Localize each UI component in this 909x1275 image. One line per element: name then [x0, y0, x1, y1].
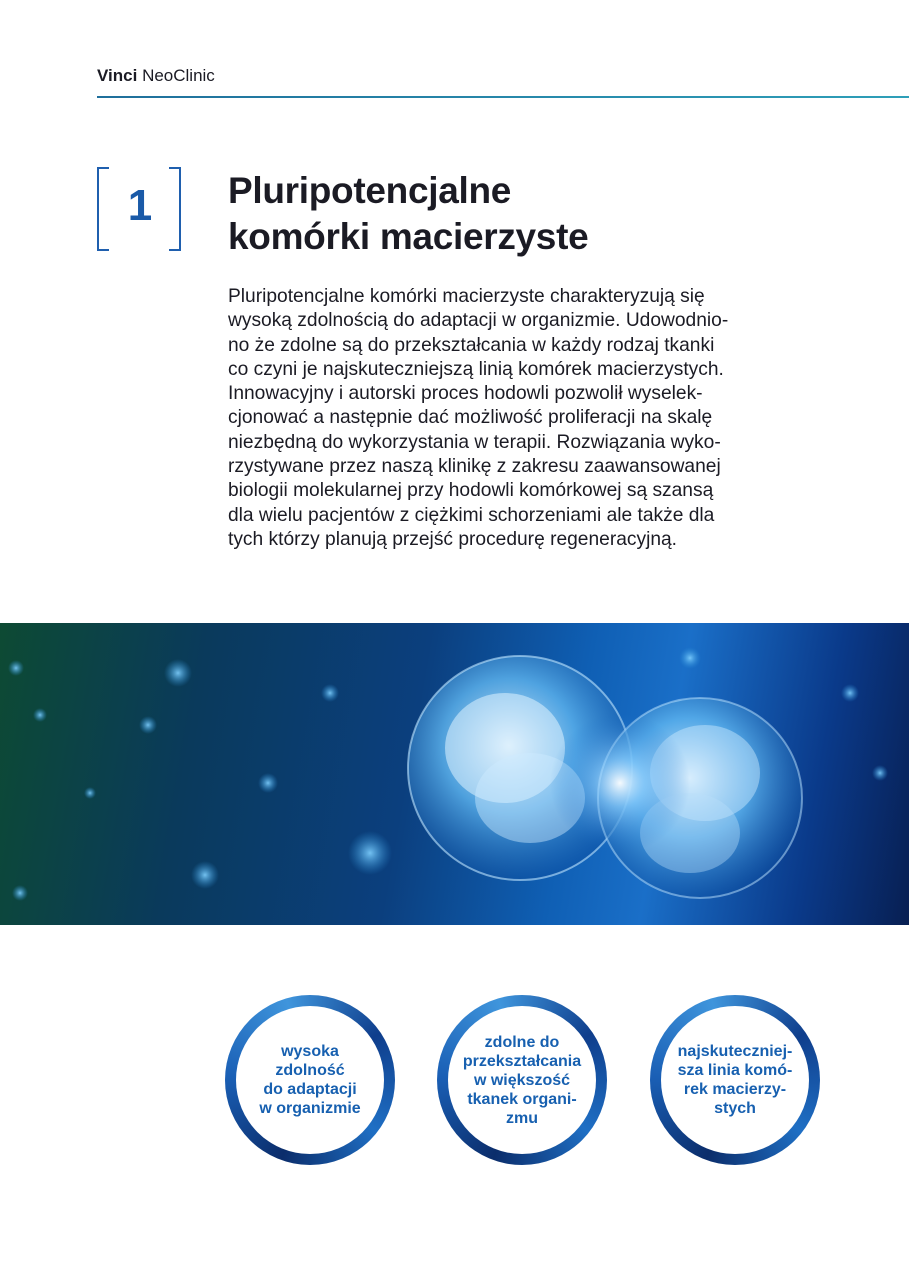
circle-inner [236, 1006, 384, 1154]
body-line: Pluripotencjalne komórki macierzyste charakteryzują się [228, 286, 705, 307]
body-line: dla wielu pacjentów z ciężkimi schorzeniami ale także dla [228, 504, 715, 526]
circle-line: zdolne do [484, 1033, 560, 1051]
body-line: niezbędną do wykorzystania w terapii. Rozwiązania wyko- [228, 431, 721, 453]
circle-line: tkanek organi- [467, 1090, 577, 1108]
circle-label [678, 1042, 793, 1118]
circle-line: wysoka [281, 1043, 339, 1060]
circle-line: zdolność [275, 1062, 345, 1079]
circle-line: w organizmie [259, 1100, 361, 1117]
title-line-2: komórki macierzyste [228, 216, 589, 257]
brand-name: Vinci [97, 66, 138, 85]
body-line: cjonować a następnie dać możliwość proliferacji na skalę [228, 407, 713, 429]
header [97, 66, 215, 86]
body-line: co czyni je najskuteczniejszą linią komórek macierzystych. [228, 358, 724, 380]
circle-label [463, 1033, 581, 1128]
header-divider [97, 96, 909, 98]
stem-cell-banner [0, 623, 909, 925]
circle-line: zmu [506, 1109, 538, 1127]
body-paragraph [228, 285, 812, 552]
circle-line: sza linia komó- [677, 1062, 793, 1079]
feature-circle-effectiveness [650, 995, 820, 1165]
stem-cell-image [0, 623, 909, 925]
circle-line: stych [714, 1100, 756, 1117]
circle-line: rek macierzy- [683, 1081, 787, 1098]
body-line: Innowacyjny i autorski proces hodowli pozwolił wyselek- [228, 383, 703, 405]
feature-circle-adaptation [225, 995, 395, 1165]
circle-label [259, 1042, 360, 1118]
body-line: wysoką zdolnością do adaptacji w organizmie. Udowodnio- [228, 310, 729, 332]
body-line: biologii molekularnej przy hodowli komórkowej są szansą [228, 480, 714, 502]
section-number-box [97, 167, 183, 251]
circle-inner [661, 1006, 809, 1154]
body-line: rzystywane przez naszą klinikę z zakresu zaawansowanej [228, 456, 721, 478]
circle-line: przekształcania [462, 1052, 582, 1070]
section-number: 1 [127, 181, 153, 230]
title-line-1: Pluripotencjalne [228, 170, 512, 211]
section-title [228, 168, 848, 260]
circle-inner [448, 1006, 596, 1154]
circle-line: do adaptacji [263, 1081, 357, 1098]
body-line: tych którzy planują przejść procedurę regeneracyjną. [228, 528, 678, 550]
body-line: no że zdolne są do przekształcania w każdy rodzaj tkanki [228, 334, 715, 356]
product-name: NeoClinic [142, 66, 215, 85]
circle-line: w większość [473, 1071, 571, 1089]
feature-circle-transformation [437, 995, 607, 1165]
circle-line: najskuteczniej- [677, 1043, 793, 1060]
